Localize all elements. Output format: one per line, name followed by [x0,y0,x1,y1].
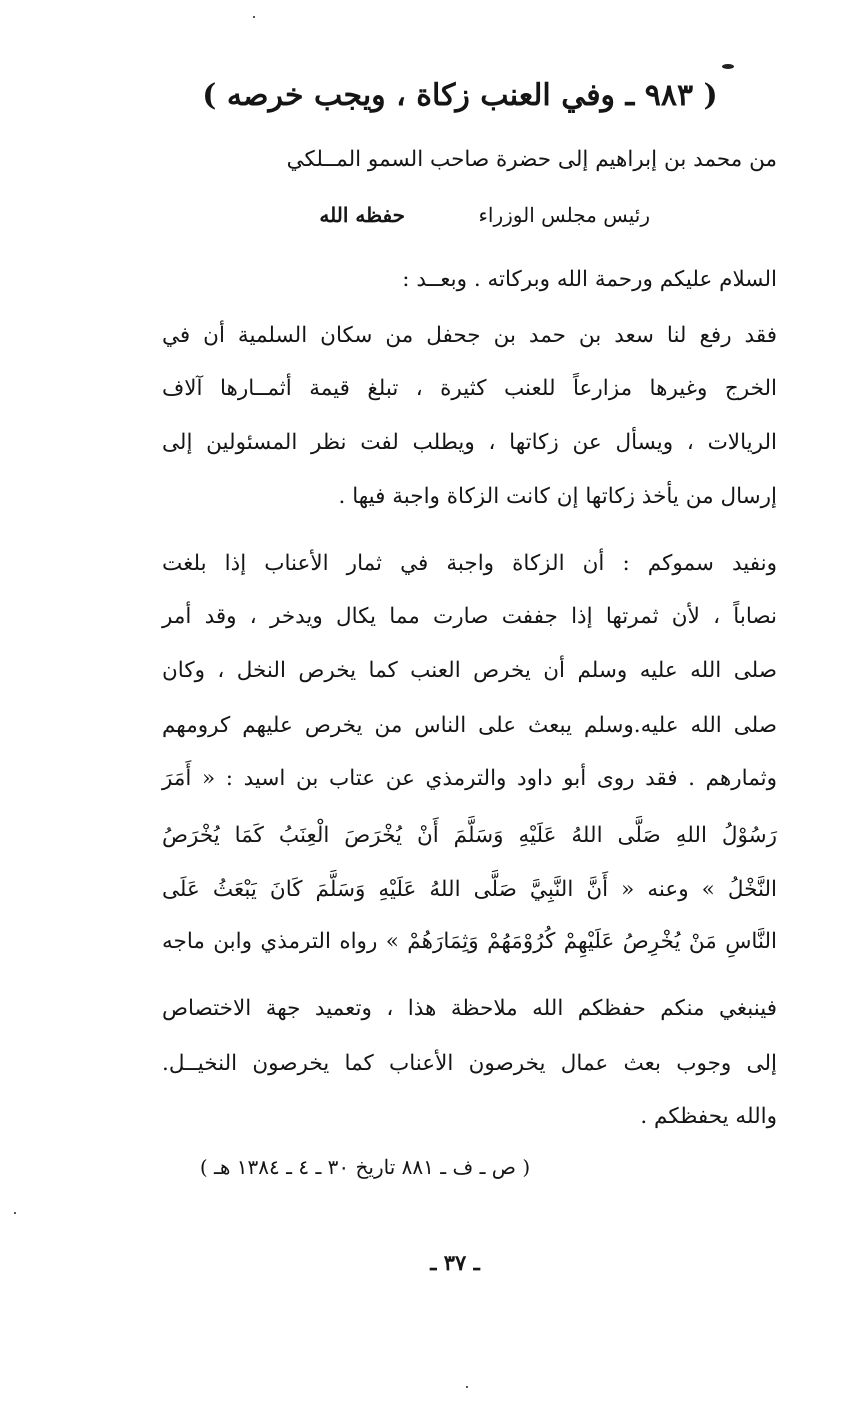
body-line: إلى وجوب بعث عمال يخرصون الأعناب كما يخرصون النخيــل. [162,1051,777,1076]
body-line: السلام عليكم ورحمة الله وبركاته . وبعــد : [402,267,777,292]
ink-speck [253,16,255,18]
ink-speck [14,1212,16,1214]
body-line: نصاباً ، لأن ثمرتها إذا جففت صارت مما يكال ويدخر ، وقد أمر [162,604,777,629]
page-number: ـ ٣٧ ـ [430,1250,480,1275]
body-line: فينبغي منكم حفظكم الله ملاحظة هذا ، وتعميد جهة الاختصاص [162,996,777,1021]
honorific: حفظه الله [319,203,405,227]
body-line: وثمارهم . فقد روى أبو داود والترمذي عن عتاب بن اسيد : « أَمَرَ [162,766,777,791]
addressee-line: رئيس مجلس الوزراء [478,203,650,227]
reference-line: ( ص ـ ف ـ ٨٨١ تاريخ ٣٠ ـ ٤ ـ ١٣٨٤ هـ ) [199,1155,531,1179]
body-line: إرسال من يأخذ زكاتها إن كانت الزكاة واجبة فيها . [338,484,777,509]
page-title: ( ٩٨٣ ـ وفي العنب زكاة ، ويجب خرصه ) [202,78,718,113]
body-line: الريالات ، ويسأل عن زكاتها ، ويطلب لفت نظر المسئولين إلى [162,430,777,455]
hadith-line: النَّاسِ مَنْ يُخْرِصُ عَلَيْهِمْ كُرُوْمَهُمْ وَثِمَارَهُمْ » رواه الترمذي وابن ماجه [162,929,777,954]
body-line: ونفيد سموكم : أن الزكاة واجبة في ثمار الأعناب إذا بلغت [162,551,777,576]
closing-line: والله يحفظكم . [640,1104,777,1129]
body-line: صلى الله عليه وسلم أن يخرص العنب كما يخرص النخل ، وكان [162,658,777,683]
body-line: فقد رفع لنا سعد بن حمد بن جحفل من سكان السلمية أن في [162,323,777,348]
hadith-line: رَسُوْلُ اللهِ صَلَّى اللهُ عَلَيْهِ وَسَلَّمَ أَنْ يُخْرَصَ الْعِنَبُ كَمَا يُخْرَصُ [162,823,777,848]
body-line: الخرج وغيرها مزارعاً للعنب كثيرة ، تبلغ قيمة أثمــارها آلاف [162,376,777,401]
hadith-line: النَّخْلُ » وعنه « أَنَّ النَّبِيَّ صَلَّى اللهُ عَلَيْهِ وَسَلَّمَ كَانَ يَبْعَثُ عَلَى [162,877,777,902]
body-line: صلى الله عليه.وسلم يبعث على الناس من يخرص عليهم كرومهم [162,713,777,738]
sender-line: من محمد بن إبراهيم إلى حضرة صاحب السمو المــلكي [286,147,777,172]
ink-speck [722,64,734,69]
ink-speck [466,1386,468,1388]
